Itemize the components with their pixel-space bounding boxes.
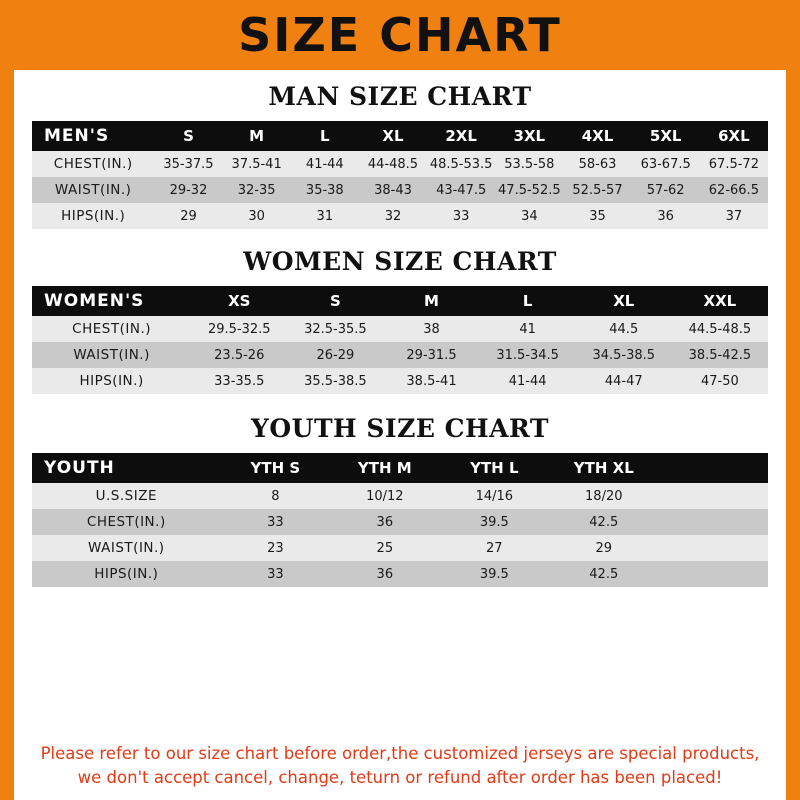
page-title: SIZE CHART <box>238 8 562 62</box>
youth-cell: 42.5 <box>549 561 658 587</box>
youth-cell: 23 <box>221 535 330 561</box>
women-cell: 44-47 <box>576 368 672 394</box>
women-cell: 38.5-41 <box>383 368 479 394</box>
women-col-header: XL <box>613 292 635 310</box>
women-cell: 29.5-32.5 <box>191 316 287 342</box>
youth-corner-label: YOUTH <box>44 458 115 478</box>
man-col-header: XL <box>382 127 404 145</box>
women-cell: 41-44 <box>480 368 576 394</box>
footer-note <box>32 728 768 800</box>
women-cell: 41 <box>480 316 576 342</box>
women-col-header: XXL <box>703 292 737 310</box>
man-col-header: L <box>320 127 330 145</box>
youth-spacer-header <box>659 453 769 483</box>
man-cell: 58-63 <box>563 151 631 177</box>
man-cell: 30 <box>223 203 291 229</box>
man-cell: 29-32 <box>154 177 222 203</box>
man-cell: 32 <box>359 203 427 229</box>
youth-cell: 39.5 <box>440 509 549 535</box>
man-cell: 35-38 <box>291 177 359 203</box>
table-row <box>32 342 768 368</box>
women-col-header: S <box>329 292 341 310</box>
man-cell: 62-66.5 <box>700 177 768 203</box>
youth-spacer-cell <box>659 483 769 509</box>
man-cell: 52.5-57 <box>563 177 631 203</box>
women-row-label: WAIST(IN.) <box>32 342 191 368</box>
women-cell: 44.5-48.5 <box>672 316 768 342</box>
man-cell: 29 <box>154 203 222 229</box>
man-row-label: HIPS(IN.) <box>32 203 154 229</box>
women-col-header: M <box>424 292 439 310</box>
women-cell: 23.5-26 <box>191 342 287 368</box>
youth-cell: 10/12 <box>330 483 439 509</box>
man-row-label: CHEST(IN.) <box>32 151 154 177</box>
man-cell: 48.5-53.5 <box>427 151 495 177</box>
women-size-table <box>32 286 768 394</box>
man-cell: 41-44 <box>291 151 359 177</box>
table-header-row <box>32 286 768 316</box>
man-col-header: 3XL <box>513 127 546 145</box>
youth-section-title: YOUTH SIZE CHART <box>251 414 549 443</box>
table-row <box>32 151 768 177</box>
table-row <box>32 483 768 509</box>
man-table-header <box>32 121 768 151</box>
table-row <box>32 561 768 587</box>
man-col-header: 6XL <box>718 127 750 145</box>
women-cell: 38 <box>383 316 479 342</box>
man-corner-label: MEN'S <box>44 126 110 146</box>
women-row-label: HIPS(IN.) <box>32 368 191 394</box>
youth-col-header: YTH M <box>357 459 412 477</box>
youth-spacer-cell <box>659 509 769 535</box>
table-row <box>32 316 768 342</box>
man-col-header: 5XL <box>649 127 682 145</box>
man-col-header: M <box>249 127 265 145</box>
man-cell: 63-67.5 <box>632 151 700 177</box>
man-cell: 31 <box>291 203 359 229</box>
women-cell: 29-31.5 <box>383 342 479 368</box>
man-col-header: 4XL <box>581 127 614 145</box>
youth-cell: 14/16 <box>440 483 549 509</box>
header-band <box>14 0 786 70</box>
women-cell: 33-35.5 <box>191 368 287 394</box>
man-cell: 44-48.5 <box>359 151 427 177</box>
youth-row-label: WAIST(IN.) <box>32 535 221 561</box>
women-cell: 38.5-42.5 <box>672 342 768 368</box>
women-corner-label: WOMEN'S <box>44 291 145 311</box>
footer-note-line-1: Please refer to our size chart before order,the customized jerseys are special products, <box>40 744 760 764</box>
women-row-label: CHEST(IN.) <box>32 316 191 342</box>
youth-cell: 25 <box>330 535 439 561</box>
man-cell: 37.5-41 <box>223 151 291 177</box>
man-cell: 33 <box>427 203 495 229</box>
youth-cell: 8 <box>221 483 330 509</box>
man-cell: 35-37.5 <box>154 151 222 177</box>
man-cell: 36 <box>632 203 700 229</box>
youth-cell: 33 <box>221 561 330 587</box>
table-row <box>32 203 768 229</box>
table-header-row <box>32 121 768 151</box>
man-cell: 38-43 <box>359 177 427 203</box>
man-col-header: 2XL <box>445 127 477 145</box>
youth-cell: 36 <box>330 509 439 535</box>
man-cell: 35 <box>563 203 631 229</box>
women-cell: 32.5-35.5 <box>287 316 383 342</box>
man-cell: 43-47.5 <box>427 177 495 203</box>
footer-note-line-2: we don't accept cancel, change, teturn or refund after order has been placed! <box>77 768 723 788</box>
youth-col-header: YTH S <box>250 459 301 477</box>
youth-cell: 42.5 <box>549 509 658 535</box>
youth-size-table <box>32 453 768 587</box>
man-row-label: WAIST(IN.) <box>32 177 154 203</box>
table-row <box>32 177 768 203</box>
youth-table-body <box>32 483 768 587</box>
table-row <box>32 535 768 561</box>
youth-cell: 33 <box>221 509 330 535</box>
youth-cell: 29 <box>549 535 658 561</box>
women-cell: 44.5 <box>576 316 672 342</box>
youth-row-label: CHEST(IN.) <box>32 509 221 535</box>
man-cell: 32-35 <box>223 177 291 203</box>
youth-row-label: HIPS(IN.) <box>32 561 221 587</box>
table-row <box>32 368 768 394</box>
women-cell: 34.5-38.5 <box>576 342 672 368</box>
youth-spacer-cell <box>659 535 769 561</box>
youth-table-header <box>32 453 768 483</box>
women-cell: 26-29 <box>287 342 383 368</box>
women-table-body <box>32 316 768 394</box>
women-cell: 47-50 <box>672 368 768 394</box>
women-col-header: XS <box>228 292 251 310</box>
youth-spacer-cell <box>659 561 769 587</box>
women-cell: 35.5-38.5 <box>287 368 383 394</box>
youth-cell: 27 <box>440 535 549 561</box>
women-col-header: L <box>522 292 533 310</box>
man-cell: 53.5-58 <box>495 151 563 177</box>
youth-cell: 18/20 <box>549 483 658 509</box>
youth-cell: 39.5 <box>440 561 549 587</box>
man-cell: 37 <box>700 203 768 229</box>
man-cell: 67.5-72 <box>700 151 768 177</box>
women-table-header <box>32 286 768 316</box>
table-header-row <box>32 453 768 483</box>
women-section-title: WOMEN SIZE CHART <box>243 247 557 276</box>
youth-col-header: YTH L <box>470 459 519 477</box>
man-size-table <box>32 121 768 229</box>
youth-row-label: U.S.SIZE <box>32 483 221 509</box>
man-cell: 47.5-52.5 <box>495 177 563 203</box>
man-section-title: MAN SIZE CHART <box>268 82 532 111</box>
women-cell: 31.5-34.5 <box>480 342 576 368</box>
man-cell: 34 <box>495 203 563 229</box>
content-area <box>14 70 786 800</box>
table-row <box>32 509 768 535</box>
man-col-header: S <box>183 127 194 145</box>
man-table-body <box>32 151 768 229</box>
youth-col-header: YTH XL <box>573 459 634 477</box>
youth-cell: 36 <box>330 561 439 587</box>
man-cell: 57-62 <box>632 177 700 203</box>
